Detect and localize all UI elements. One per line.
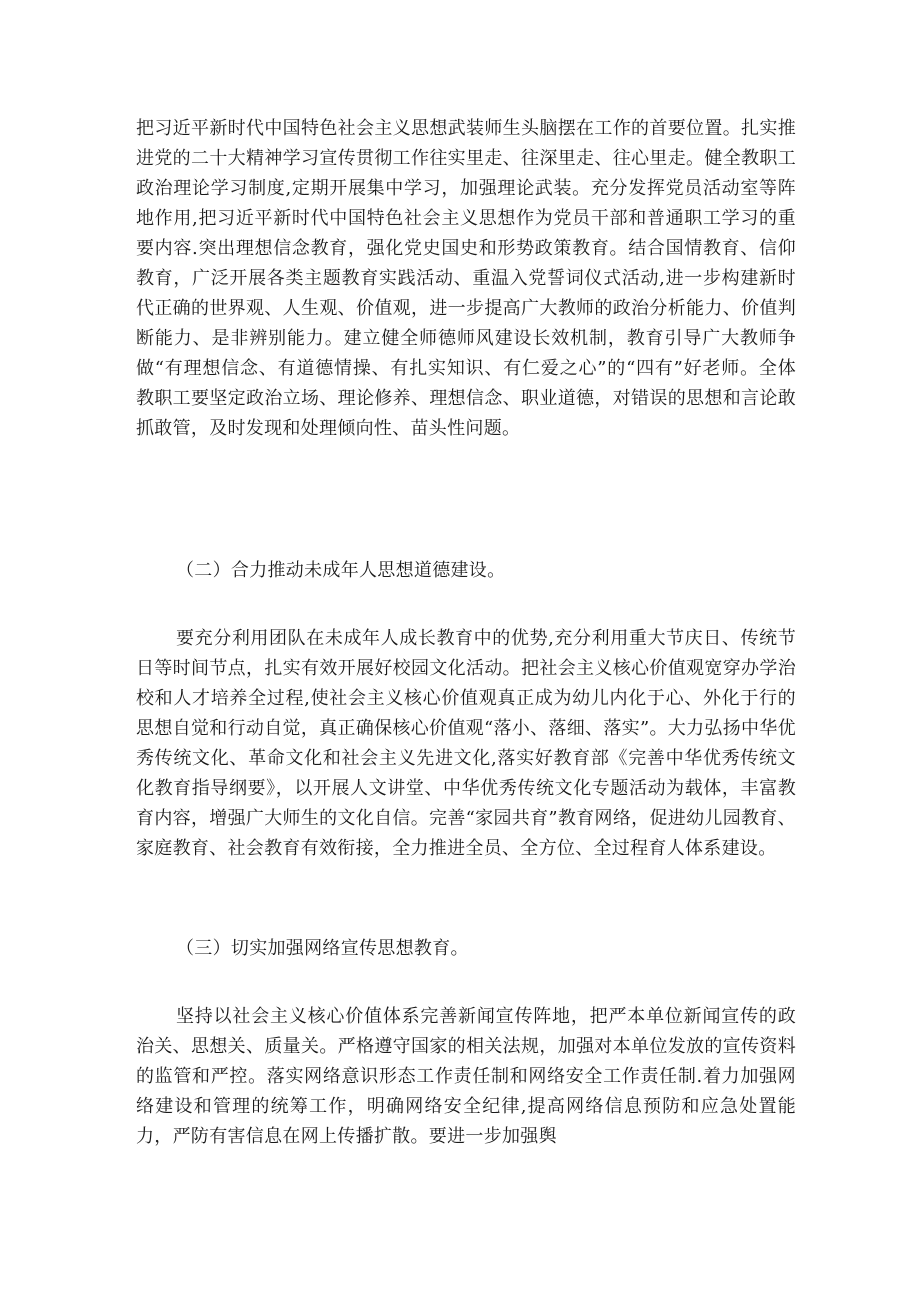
body-paragraph-3: 坚持以社会主义核心价值体系完善新闻宣传阵地，把严本单位新闻宣传的政治关、思想关、质量关。严格遵守国家的相关法规，加强对本单位发放的宣传资料的监管和严控。落实网络意识形态工作责任制和网络安全工作责任制.着力加强网络建设和管理的统筹工作，明确网络安全纪律,提高网络信息预防和应急处置能力，严防有害信息在网上传播扩散。要进一步加强舆 <box>136 1006 796 1147</box>
body-paragraph-2: 要充分利用团队在未成年人成长教育中的优势,充分利用重大节庆日、传统节日等时间节点，扎实有效开展好校园文化活动。把社会主义核心价值观宽穿办学治校和人才培养全过程,使社会主义核心价值观真正成为幼儿内化于心、外化于行的思想自觉和行动自觉，真正确保核心价值观“落小、落细、落实”。大力弘扬中华优秀传统文化、革命文化和社会主义先进文化,落实好教育部《完善中华优秀传统文化教育指导纲要》，以开展人文讲堂、中华优秀传统文化专题活动为载体，丰富教育内容，增强广大师生的文化自信。完善“家园共育”教育网络，促进幼儿园教育、家庭教育、社会教育有效衔接，全力推进全员、全方位、全过程育人体系建设。 <box>136 628 796 859</box>
section-heading-3: （三）切实加强网络宣传思想教育。 <box>176 938 469 959</box>
section-heading-2: （二）合力推动未成年人思想道德建设。 <box>176 560 506 581</box>
body-paragraph-1: 把习近平新时代中国特色社会主义思想武装师生头脑摆在工作的首要位置。扎实推进党的二十大精神学习宣传贯彻工作往实里走、往深里走、往心里走。健全教职工政治理论学习制度,定期开展集中学习，加强理论武装。充分发挥党员活动室等阵地作用,把习近平新时代中国特色社会主义思想作为党员干部和普通职工学习的重要内容.突出理想信念教育，强化党史国史和形势政策教育。结合国情教育、信仰教育，广泛开展各类主题教育实践活动、重温入党誓词仪式活动,进一步构建新时代正确的世界观、人生观、价值观，进一步提高广大教师的政治分析能力、价值判断能力、是非辨别能力。建立健全师德师风建设长效机制，教育引导广大教师争做“有理想信念、有道德情操、有扎实知识、有仁爱之心”的“四有”好老师。全体教职工要坚定政治立场、理论修养、理想信念、职业道德，对错误的思想和言论敢抓敢管，及时发现和处理倾向性、苗头性问题。 <box>136 118 796 439</box>
